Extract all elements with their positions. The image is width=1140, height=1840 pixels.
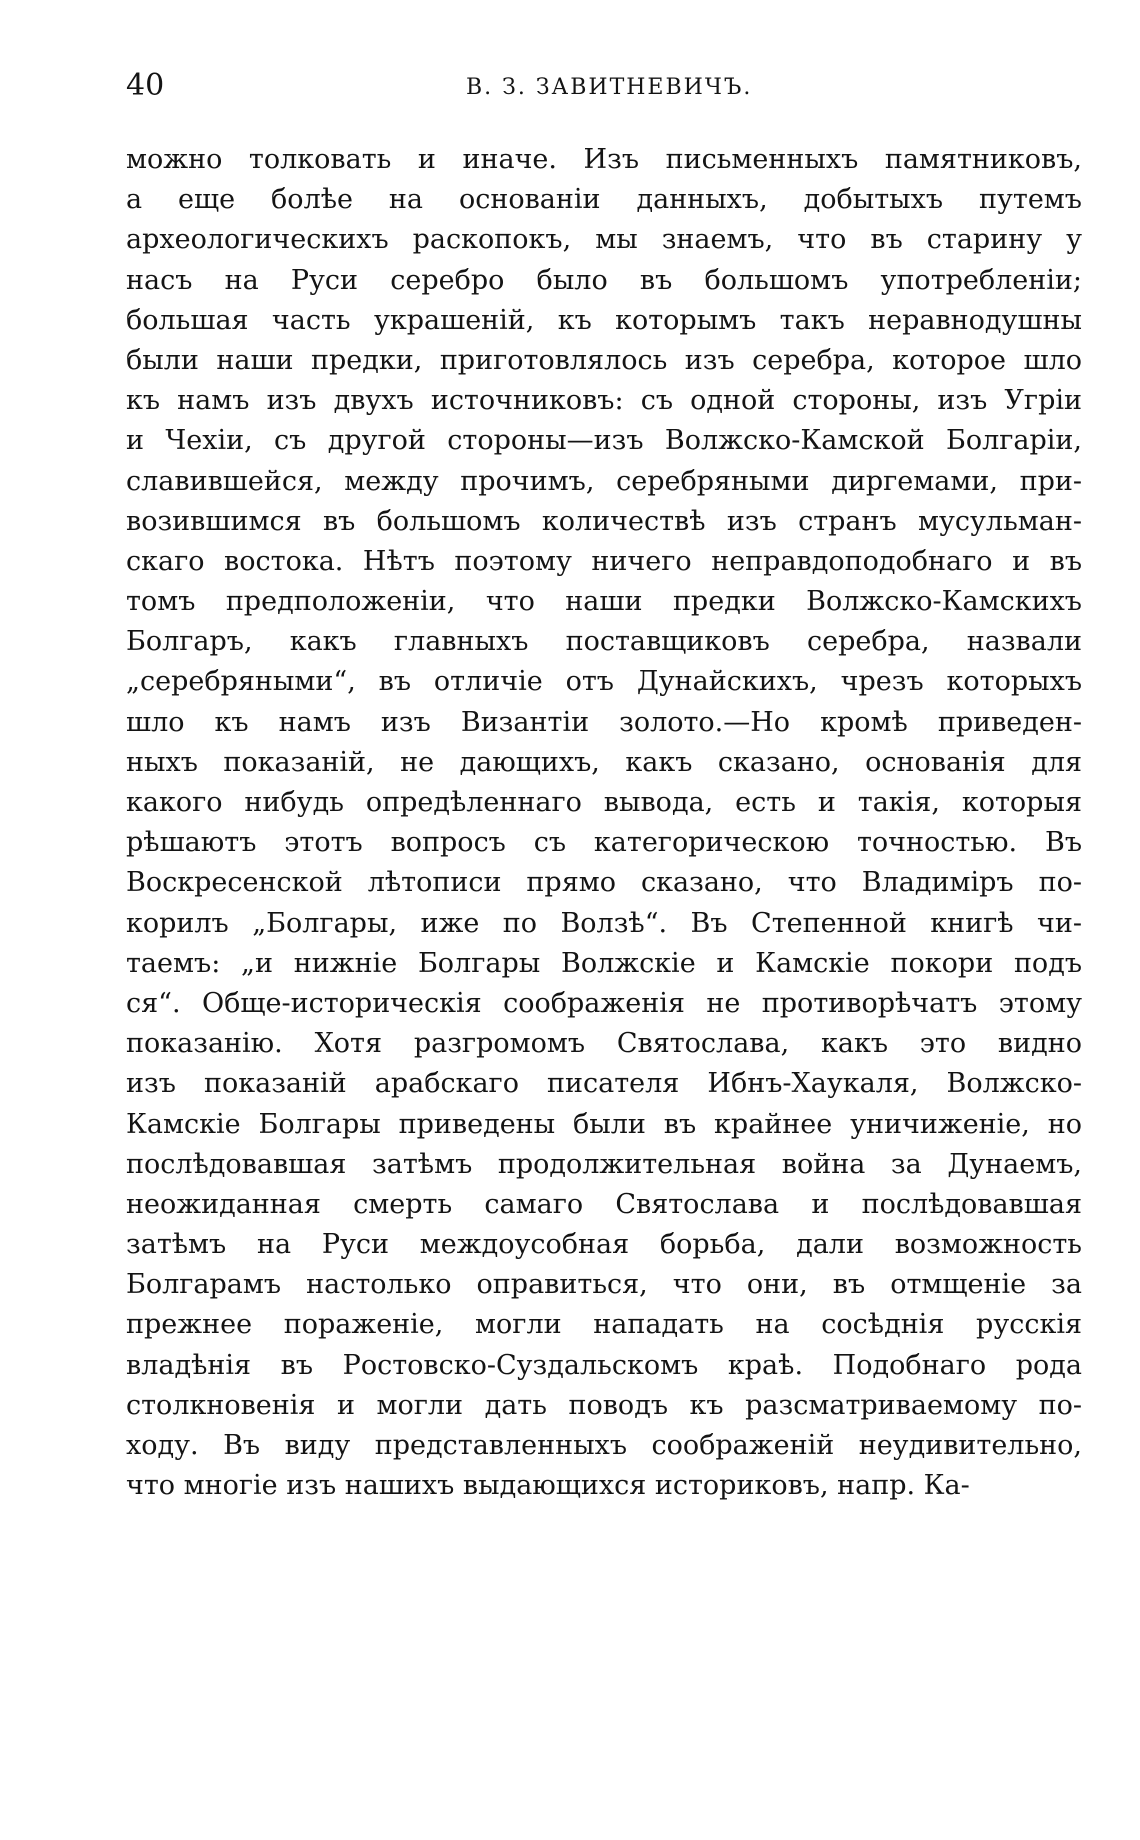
- text-line: скаго востока. Нѣтъ поэтому ничего неправдоподобнаго и въ: [126, 545, 1082, 577]
- text-line: Камскіе Болгары приведены были въ крайнее уничиженіе, но: [126, 1108, 1082, 1140]
- text-line: неожиданная смерть самаго Святослава и послѣдовавшая: [126, 1188, 1082, 1220]
- text-line: таемъ: „и нижніе Болгары Волжскіе и Камскіе покори подъ: [126, 947, 1082, 979]
- text-line: корилъ „Болгары, иже по Волзѣ“. Въ Степенной книгѣ чи-: [126, 907, 1082, 939]
- text-line: столкновенія и могли дать поводъ къ разсматриваемому по-: [126, 1389, 1082, 1421]
- text-line: Болгаръ, какъ главныхъ поставщиковъ серебра, назвали: [126, 626, 1082, 658]
- text-line: славившейся, между прочимъ, серебряными диргемами, при-: [126, 465, 1082, 497]
- text-line: владѣнія въ Ростовско-Суздальскомъ краѣ. Подобнаго рода: [126, 1349, 1082, 1381]
- page-number: 40: [126, 68, 165, 103]
- text-line: ныхъ показаній, не дающихъ, какъ сказано, основанія для: [126, 746, 1082, 778]
- text-line: что многіе изъ нашихъ выдающихся историковъ, напр. Ка-: [126, 1470, 970, 1502]
- text-line: возившимся въ большомъ количествѣ изъ странъ мусульман-: [126, 505, 1082, 537]
- text-line: насъ на Руси серебро было въ большомъ употребленіи;: [126, 264, 1082, 296]
- text-line: послѣдовавшая затѣмъ продолжительная война за Дунаемъ,: [126, 1148, 1082, 1180]
- body-text: [126, 140, 1082, 1506]
- text-line: „серебряными“, въ отличіе отъ Дунайскихъ, чрезъ которыхъ: [126, 666, 1082, 698]
- text-line: какого нибудь опредѣленнаго вывода, есть и такія, которыя: [126, 787, 1082, 818]
- text-line: были наши предки, приготовлялось изъ серебра, которое шло: [126, 344, 1082, 376]
- text-line: а еще болѣе на основаніи данныхъ, добытыхъ путемъ: [126, 184, 1082, 216]
- text-line: затѣмъ на Руси междоусобная борьба, дали возможность: [126, 1229, 1082, 1261]
- text-line: археологическихъ раскопокъ, мы знаемъ, что въ старину у: [126, 224, 1082, 256]
- text-line: рѣшаютъ этотъ вопросъ съ категорическою точностью. Въ: [126, 827, 1082, 859]
- text-line: и Чехіи, съ другой стороны—изъ Волжско-Камской Болгаріи,: [126, 425, 1082, 457]
- text-line: Воскресенской лѣтописи прямо сказано, что Владиміръ по-: [126, 867, 1082, 899]
- text-line: ся“. Обще-историческія соображенія не противорѣчатъ этому: [126, 987, 1082, 1019]
- text-line: шло къ намъ изъ Византіи золото.—Но кромѣ приведен-: [126, 706, 1082, 738]
- text-line: прежнее пораженіе, могли нападать на сосѣднія русскія: [126, 1309, 1082, 1341]
- text-line: къ намъ изъ двухъ источниковъ: съ одной стороны, изъ Угріи: [126, 385, 1082, 417]
- text-line: большая часть украшеній, къ которымъ такъ неравнодушны: [126, 304, 1082, 336]
- running-head: [126, 58, 1086, 118]
- text-line: Болгарамъ настолько оправиться, что они, въ отмщеніе за: [126, 1269, 1082, 1301]
- text-line: изъ показаній арабскаго писателя Ибнъ-Хаукаля, Волжско-: [126, 1068, 1082, 1100]
- text-line: томъ предположеніи, что наши предки Волжско-Камскихъ: [126, 586, 1082, 618]
- text-line: показанію. Хотя разгромомъ Святослава, какъ это видно: [126, 1028, 1082, 1060]
- text-line: можно толковать и иначе. Изъ письменныхъ памятниковъ,: [126, 144, 1082, 175]
- running-title: В. З. ЗАВИТНЕВИЧЪ.: [466, 75, 753, 100]
- text-line: ходу. Въ виду представленныхъ соображеній неудивительно,: [126, 1430, 1082, 1461]
